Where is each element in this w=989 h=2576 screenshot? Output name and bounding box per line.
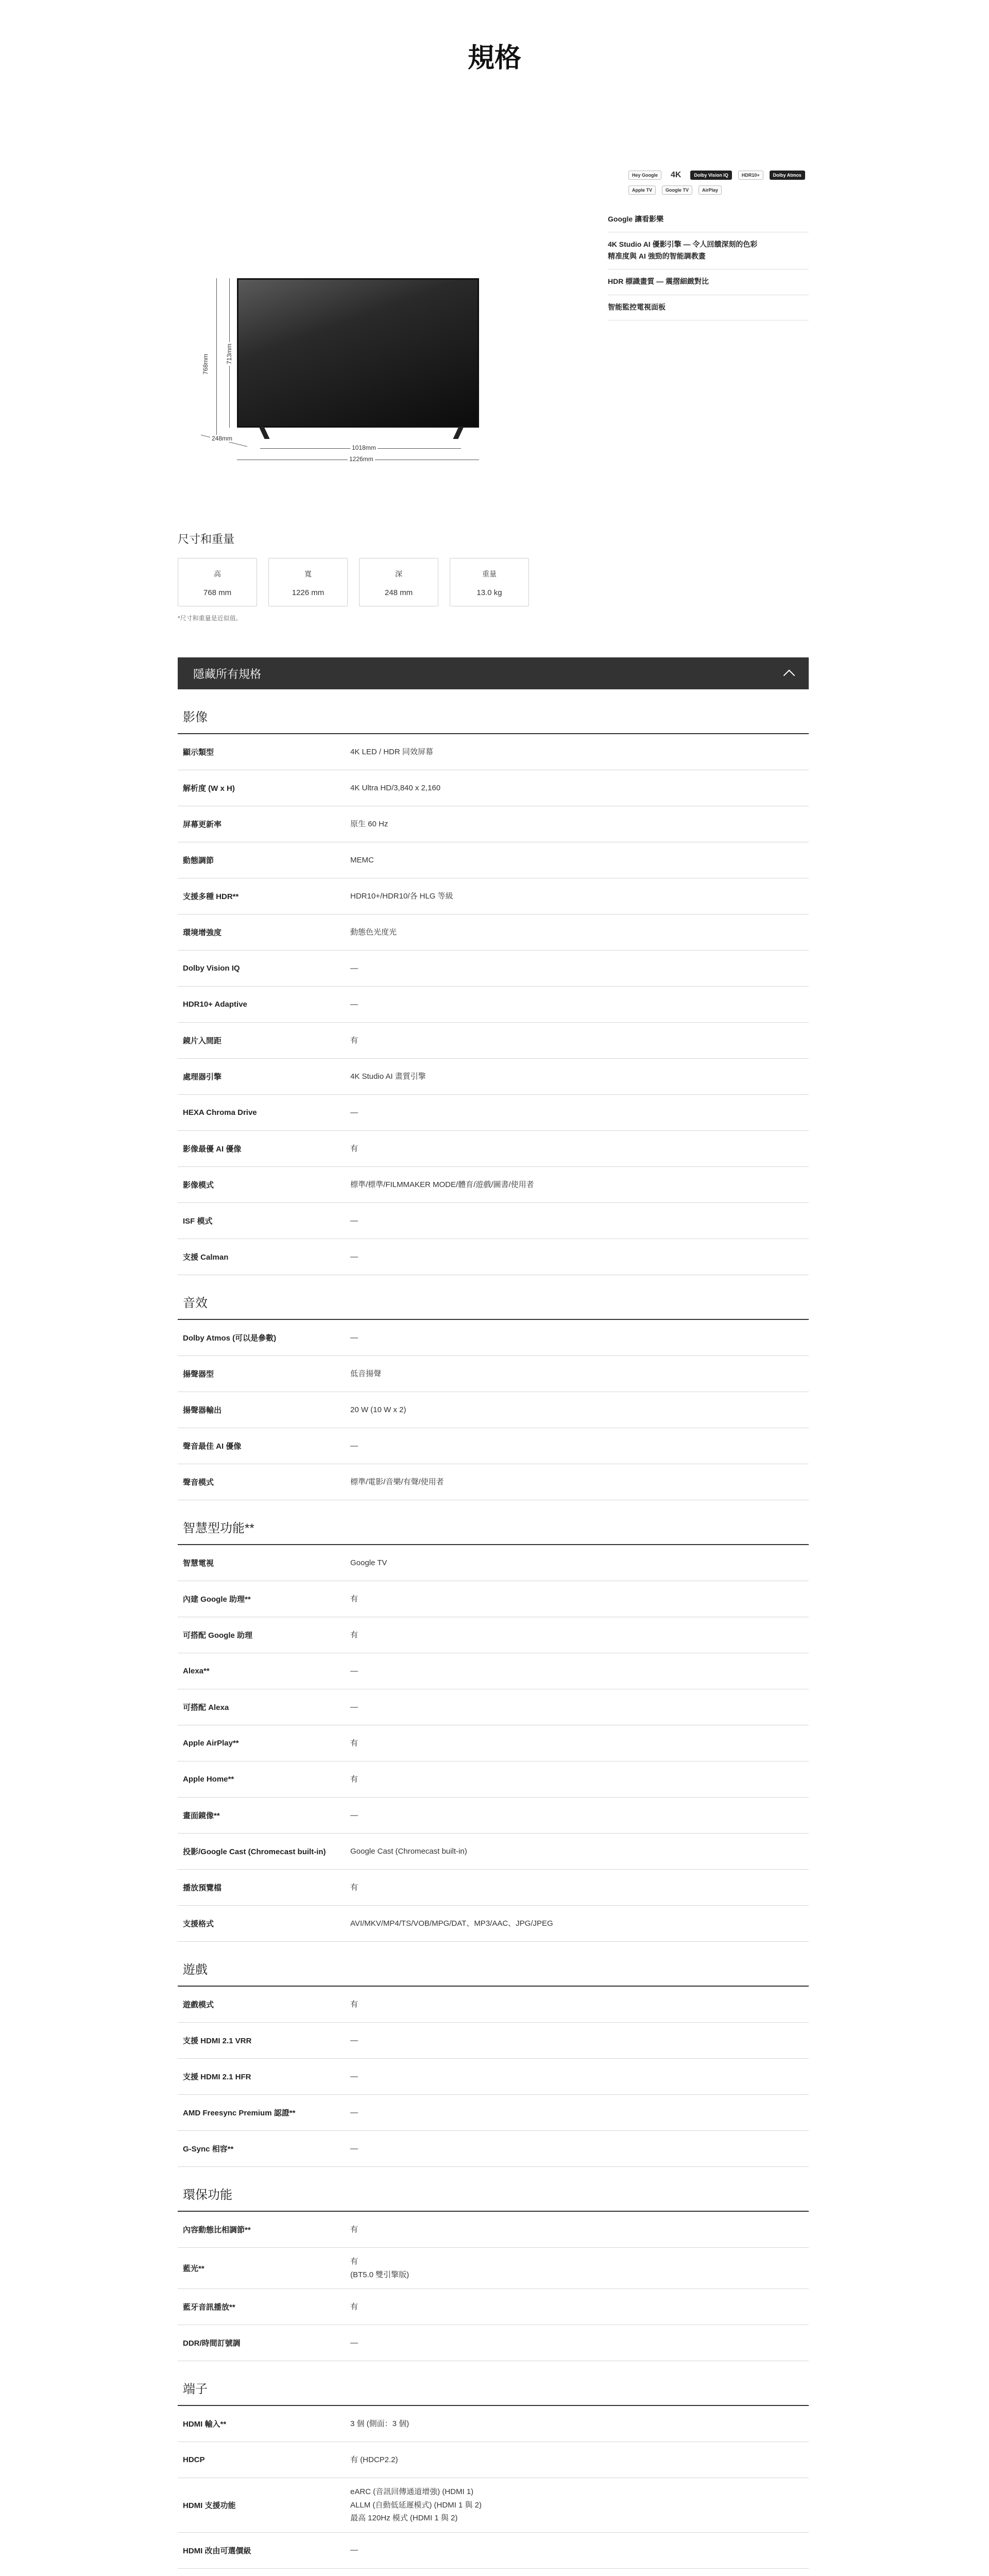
spec-label: 支援 Calman bbox=[183, 1253, 229, 1262]
spec-value: 有 bbox=[350, 1738, 359, 1748]
spec-value: 有 (HDCP2.2) bbox=[350, 2455, 398, 2464]
size-card-value: 1226 mm bbox=[292, 588, 325, 597]
google-assistant-logo: Hey Google bbox=[628, 171, 661, 180]
spec-row bbox=[178, 1545, 809, 1581]
spec-value: 有 bbox=[350, 2225, 359, 2234]
spec-row bbox=[178, 1906, 809, 1942]
spec-label: HDCP bbox=[183, 2455, 205, 2464]
spec-value: 低音揚聲 bbox=[350, 1369, 382, 1378]
spec-row bbox=[178, 1167, 809, 1203]
spec-row bbox=[178, 1320, 809, 1356]
spec-row bbox=[178, 2095, 809, 2131]
spec-row bbox=[178, 1203, 809, 1239]
size-card-label: 重量 bbox=[482, 570, 497, 578]
spec-row bbox=[178, 2212, 809, 2248]
spec-label: 播放預覽檔 bbox=[183, 1884, 222, 1892]
toggle-all-specs-button[interactable] bbox=[178, 657, 809, 689]
spec-value: 有 bbox=[350, 1883, 359, 1892]
size-note: *尺寸和重量是近似值。 bbox=[178, 615, 242, 622]
spec-value: 20 W (10 W x 2) bbox=[350, 1405, 406, 1414]
spec-value: — bbox=[350, 1810, 358, 1820]
dim-depth: 248mm bbox=[210, 435, 234, 442]
chevron-up-icon[interactable] bbox=[783, 670, 795, 682]
size-card-value: 768 mm bbox=[203, 588, 232, 597]
spec-value: 3 個 (側面：3 個) bbox=[350, 2419, 410, 2428]
spec-row bbox=[178, 1653, 809, 1689]
spec-label: HEXA Chroma Drive bbox=[183, 1108, 257, 1117]
spec-row bbox=[178, 2569, 809, 2576]
spec-value: 有 bbox=[350, 2302, 359, 2311]
spec-value: Google TV bbox=[350, 1558, 387, 1567]
spec-label: Dolby Atmos (可以是參數) bbox=[183, 1334, 277, 1343]
spec-category-title: 音效 bbox=[178, 1275, 809, 1320]
spec-label: 聲音模式 bbox=[183, 1478, 214, 1487]
spec-value: — bbox=[350, 1252, 358, 1261]
size-weight-section bbox=[178, 531, 809, 622]
tv-stand-right bbox=[453, 427, 464, 439]
spec-row bbox=[178, 2131, 809, 2167]
spec-row bbox=[178, 1095, 809, 1131]
spec-category-title: 遊戲 bbox=[178, 1942, 809, 1987]
spec-value: — bbox=[350, 2144, 358, 2153]
spec-category-title: 智慧型功能** bbox=[178, 1500, 809, 1545]
spec-label: 揚聲器型 bbox=[183, 1370, 214, 1379]
dim-width: 1226mm bbox=[348, 455, 375, 463]
spec-value: AVI/MKV/MP4/TS/VOB/MPG/DAT、MP3/AAC、JPG/JPEG bbox=[350, 1919, 553, 1928]
spec-value: — bbox=[350, 1108, 358, 1117]
spec-label: Alexa** bbox=[183, 1667, 210, 1675]
spec-value: 有 bbox=[350, 1594, 359, 1603]
spec-row bbox=[178, 1689, 809, 1725]
spec-value: 有 bbox=[350, 1144, 359, 1153]
spec-value: MEMC bbox=[350, 855, 374, 865]
spec-category-title: 端子 bbox=[178, 2361, 809, 2406]
badge-logos bbox=[608, 170, 809, 195]
size-card-label: 寬 bbox=[304, 570, 312, 578]
spec-row bbox=[178, 2325, 809, 2361]
spec-row bbox=[178, 2406, 809, 2442]
spec-label: G-Sync 相容** bbox=[183, 2145, 234, 2154]
spec-label: Apple Home** bbox=[183, 1775, 234, 1784]
size-card-value: 248 mm bbox=[384, 588, 413, 597]
page-title: 規格 bbox=[467, 43, 521, 73]
spec-label: 支援 HDMI 2.1 VRR bbox=[183, 2037, 252, 2045]
dim-line-height-total bbox=[216, 278, 217, 439]
spec-row bbox=[178, 878, 809, 914]
spec-label: 可搭配 Alexa bbox=[183, 1703, 229, 1712]
spec-value: — bbox=[350, 2546, 358, 2555]
spec-label: 投影/Google Cast (Chromecast built-in) bbox=[183, 1848, 326, 1856]
spec-table bbox=[178, 689, 809, 2576]
spec-row bbox=[178, 842, 809, 878]
spec-row bbox=[178, 2289, 809, 2325]
feature-item: Google 讓看影樂 bbox=[608, 213, 809, 232]
feature-item: 4K Studio AI 優影引擎 — 令人回饋深刻的色彩 精准度與 AI 強勁的智能調教畫 bbox=[608, 232, 809, 269]
spec-value: Google Cast (Chromecast built-in) bbox=[350, 1846, 467, 1856]
size-card-weight bbox=[450, 558, 529, 606]
spec-value: — bbox=[350, 1216, 358, 1225]
feature-item: 智能監控電視面板 bbox=[608, 295, 809, 320]
spec-row bbox=[178, 1870, 809, 1906]
spec-label: 處理器引擎 bbox=[183, 1073, 222, 1081]
google-tv-logo: Google TV bbox=[662, 185, 692, 195]
spec-label: 動態調節 bbox=[183, 856, 214, 865]
toggle-all-specs-label: 隱藏所有規格 bbox=[193, 667, 262, 681]
size-card-depth bbox=[359, 558, 438, 606]
spec-label: DDR/時間訂號調 bbox=[183, 2339, 241, 2348]
spec-row bbox=[178, 951, 809, 987]
spec-label: Dolby Vision IQ bbox=[183, 964, 240, 973]
spec-label: HDMI 輸入** bbox=[183, 2420, 227, 2429]
spec-label: Apple AirPlay** bbox=[183, 1739, 239, 1748]
spec-label: 智慧電視 bbox=[183, 1559, 214, 1568]
spec-row bbox=[178, 1059, 809, 1095]
hero-section bbox=[170, 155, 809, 484]
spec-row bbox=[178, 914, 809, 951]
size-card-value: 13.0 kg bbox=[476, 588, 502, 597]
size-card-width bbox=[268, 558, 348, 606]
spec-row bbox=[178, 1428, 809, 1464]
spec-value: eARC (音訊回傳通道增強) (HDMI 1) ALLM (自動低延遲模式) (HDMI 1 與 2) 最高 120Hz 模式 (HDMI 1 與 2) bbox=[350, 2487, 482, 2522]
spec-label: 內建 Google 助理** bbox=[183, 1595, 251, 1604]
spec-value: — bbox=[350, 1441, 358, 1450]
spec-value: — bbox=[350, 2036, 358, 2045]
spec-label: ISF 模式 bbox=[183, 1217, 213, 1226]
spec-row bbox=[178, 770, 809, 806]
spec-label: HDMI 改由可選價級 bbox=[183, 2546, 251, 2555]
tv-image bbox=[237, 278, 479, 428]
spec-value: 4K Studio AI 畫質引擎 bbox=[350, 1072, 426, 1081]
spec-row bbox=[178, 1725, 809, 1761]
spec-label: 遊戲模式 bbox=[183, 2001, 214, 2009]
spec-row bbox=[178, 1761, 809, 1798]
spec-label: 顯示類型 bbox=[183, 748, 214, 757]
spec-value: — bbox=[350, 1666, 358, 1675]
spec-label: 影像最優 AI 優像 bbox=[183, 1145, 242, 1154]
spec-label: 解析度 (W x H) bbox=[183, 784, 235, 793]
spec-label: 藍光** bbox=[183, 2264, 204, 2273]
spec-value: 4K Ultra HD/3,840 x 2,160 bbox=[350, 783, 441, 792]
spec-value: — bbox=[350, 2338, 358, 2347]
spec-row bbox=[178, 1617, 809, 1653]
spec-row bbox=[178, 2442, 809, 2478]
spec-row bbox=[178, 987, 809, 1023]
spec-row bbox=[178, 2023, 809, 2059]
size-section-title: 尺寸和重量 bbox=[178, 533, 235, 546]
spec-row bbox=[178, 1987, 809, 2023]
spec-row bbox=[178, 2059, 809, 2095]
specs-section bbox=[178, 657, 809, 2576]
spec-value: — bbox=[350, 1702, 358, 1711]
dolby-atmos-logo: Dolby Atmos bbox=[770, 171, 805, 180]
tv-dimension-diagram bbox=[170, 258, 489, 484]
spec-label: 鏡片入間距 bbox=[183, 1037, 222, 1045]
spec-value: 有 bbox=[350, 1774, 359, 1784]
size-cards bbox=[178, 558, 809, 606]
feature-list bbox=[608, 213, 809, 320]
airplay-logo: AirPlay bbox=[698, 185, 722, 195]
spec-label: 影像模式 bbox=[183, 1181, 214, 1190]
spec-row bbox=[178, 2248, 809, 2289]
spec-label: 支援格式 bbox=[183, 1920, 214, 1928]
spec-label: 聲音最佳 AI 優像 bbox=[183, 1442, 242, 1451]
spec-value: HDR10+/HDR10/各 HLG 等級 bbox=[350, 891, 453, 901]
spec-row bbox=[178, 806, 809, 842]
spec-value bbox=[345, 2572, 809, 2576]
spec-label: 內容動態比相調節** bbox=[183, 2226, 251, 2234]
feature-panel bbox=[608, 170, 809, 320]
dim-height-total: 768mm bbox=[202, 352, 209, 376]
4k-logo: 4K bbox=[671, 171, 681, 179]
spec-category-title: 環保功能 bbox=[178, 2167, 809, 2212]
spec-label: HDR10+ Adaptive bbox=[183, 1000, 247, 1009]
spec-value: 有 bbox=[350, 1036, 359, 1045]
spec-value: — bbox=[350, 1333, 358, 1342]
spec-row bbox=[178, 2533, 809, 2569]
spec-label: 屏幕更新率 bbox=[183, 820, 222, 829]
spec-value: 標準/標準/FILMMAKER MODE/體育/遊戲/圖書/使用者 bbox=[350, 1180, 534, 1189]
hdr10-logo: HDR10+ bbox=[738, 171, 763, 180]
spec-row bbox=[178, 2478, 809, 2533]
spec-label: 畫面鏡像** bbox=[183, 1811, 220, 1820]
tv-stand-left bbox=[259, 427, 269, 439]
dim-height-screen: 713mm bbox=[226, 342, 233, 366]
apple-tv-logo: Apple TV bbox=[628, 185, 656, 195]
size-card-label: 深 bbox=[395, 570, 402, 578]
dim-stand-width: 1018mm bbox=[350, 444, 378, 451]
size-card-height bbox=[178, 558, 257, 606]
spec-row bbox=[178, 1464, 809, 1500]
spec-category-title: 影像 bbox=[178, 689, 809, 734]
spec-label: 揚聲器輸出 bbox=[183, 1406, 222, 1415]
spec-label: 藍牙音訊播放** bbox=[183, 2303, 235, 2312]
spec-row bbox=[178, 1131, 809, 1167]
spec-value: 有 (BT5.0 雙引擎版) bbox=[350, 2257, 410, 2279]
spec-value: 原生 60 Hz bbox=[350, 819, 388, 828]
spec-row bbox=[178, 1581, 809, 1617]
spec-label: 支援 HDMI 2.1 HFR bbox=[183, 2073, 251, 2081]
spec-value: 有 bbox=[350, 1630, 359, 1639]
spec-value: — bbox=[350, 2108, 358, 2117]
spec-label: AMD Freesync Premium 認證** bbox=[183, 2109, 296, 2117]
size-card-label: 高 bbox=[214, 570, 221, 578]
spec-row bbox=[178, 1239, 809, 1275]
feature-item: HDR 標識畫質 — 震摺細緻對比 bbox=[608, 269, 809, 295]
spec-row bbox=[178, 1834, 809, 1870]
spec-row bbox=[178, 734, 809, 770]
spec-row bbox=[178, 1798, 809, 1834]
spec-value: 動態色光度光 bbox=[350, 927, 397, 937]
spec-row bbox=[178, 1392, 809, 1428]
spec-row bbox=[178, 1023, 809, 1059]
spec-value: 有 bbox=[350, 1999, 359, 2009]
spec-value: — bbox=[350, 999, 358, 1009]
dolby-vision-logo: Dolby Vision IQ bbox=[690, 171, 731, 180]
spec-label: 環境增強度 bbox=[183, 928, 222, 937]
spec-value: 4K LED / HDR 同效屏幕 bbox=[350, 747, 433, 756]
spec-value: — bbox=[350, 2072, 358, 2081]
spec-value: 標準/電影/音樂/有聲/使用者 bbox=[350, 1477, 444, 1486]
spec-label: 支援多種 HDR** bbox=[183, 892, 239, 901]
spec-value: — bbox=[350, 963, 358, 973]
spec-label: 可搭配 Google 助理 bbox=[183, 1631, 253, 1640]
spec-row bbox=[178, 1356, 809, 1392]
spec-label: HDMI 支援功能 bbox=[183, 2501, 236, 2510]
